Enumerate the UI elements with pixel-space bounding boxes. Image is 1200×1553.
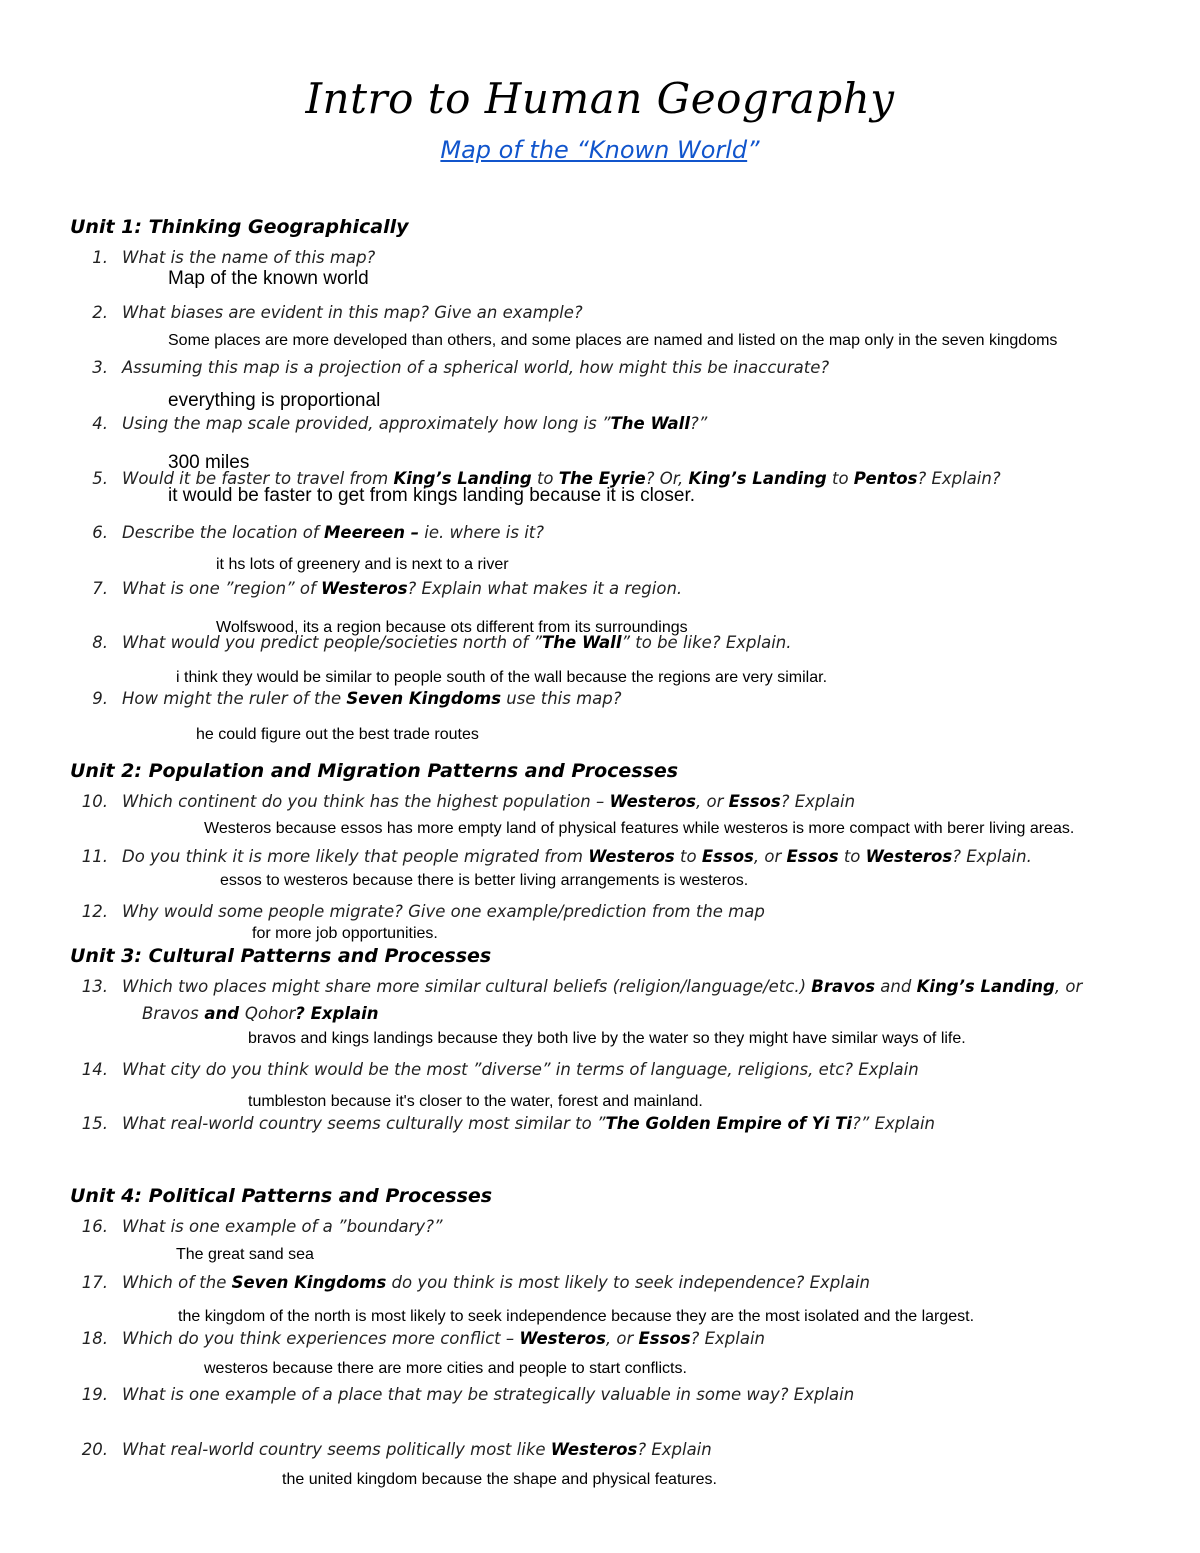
- document-title: Intro to Human Geography: [305, 74, 895, 123]
- place-name: Essos: [638, 1329, 691, 1348]
- question-item: [70, 414, 707, 433]
- question-text: What real-world country seems politically most like: [122, 1440, 551, 1459]
- question-item: [70, 1440, 712, 1459]
- question-text: Do you think it is more likely that people migrated from: [122, 847, 589, 866]
- place-name: The Wall: [610, 414, 690, 433]
- answer-text: The great sand sea: [176, 1246, 314, 1263]
- question-text: ? Explain what makes it a region.: [407, 579, 683, 598]
- question-text: Which continent do you think has the highest population –: [122, 792, 610, 811]
- question-text: Would it be faster to travel from: [122, 469, 394, 488]
- question-item: [70, 1114, 935, 1133]
- question-number: 6.: [92, 523, 108, 542]
- question-text: ? Explain.: [952, 847, 1032, 866]
- question-number: 19.: [81, 1385, 108, 1404]
- question-text: to: [826, 469, 854, 488]
- answer-text: everything is proportional: [168, 390, 381, 411]
- question-text: , or: [753, 847, 787, 866]
- place-name: Westeros: [550, 1440, 638, 1459]
- answer-text: for more job opportunities.: [252, 925, 438, 942]
- question-item: [70, 1273, 870, 1292]
- question-number: 5.: [92, 469, 108, 488]
- unit-heading: Unit 2: Population and Migration Patterns and Processes: [70, 760, 679, 782]
- question-text: ? Explain: [690, 1329, 765, 1348]
- place-name: King’s Landing: [393, 469, 532, 488]
- question-text: What real-world country seems culturally most similar to ”: [122, 1114, 606, 1133]
- answer-text: i think they would be similar to people south of the wall because the regions are very similar.: [176, 669, 828, 686]
- answer-text: essos to westeros because there is better living arrangements is westeros.: [220, 872, 749, 889]
- question-item: [70, 1329, 765, 1348]
- question-item: [70, 977, 1082, 996]
- question-text: ? Explain?: [917, 469, 1001, 488]
- place-name: King’s Landing: [916, 977, 1055, 996]
- question-number: 12.: [81, 902, 108, 921]
- question-number: 20.: [81, 1440, 108, 1459]
- question-text: What biases are evident in this map? Give an example?: [122, 303, 583, 322]
- question-item: [70, 1217, 443, 1236]
- question-text: use this map?: [501, 689, 622, 708]
- question-item: [70, 1060, 919, 1079]
- place-name: The Wall: [542, 633, 622, 652]
- question-item: [70, 792, 855, 811]
- question-text: do you think is most likely to seek independence? Explain: [386, 1273, 871, 1292]
- place-name: Essos: [701, 847, 754, 866]
- question-text: ?”: [689, 414, 708, 433]
- question-number: 17.: [81, 1273, 108, 1292]
- place-name: Seven Kingdoms: [231, 1273, 387, 1292]
- answer-text: Westeros because essos has more empty land of physical features while westeros is more compact with berer living areas.: [204, 820, 1075, 837]
- place-name: The Golden Empire of Yi Ti: [605, 1114, 853, 1133]
- place-name: Westeros: [588, 847, 675, 866]
- question-number: 4.: [92, 414, 108, 433]
- answer-text: Some places are more developed than others, and some places are named and listed on the map only in the seven kingdoms: [168, 332, 1058, 349]
- place-name: Essos: [728, 792, 781, 811]
- question-text: What city do you think would be the most ”diverse” in terms of language, religions, etc? Explain: [122, 1060, 919, 1079]
- question-item: [70, 633, 791, 652]
- subtitle-closing-quote: ”: [747, 136, 760, 164]
- question-number: 18.: [81, 1329, 108, 1348]
- question-number: 15.: [81, 1114, 108, 1133]
- question-item: [70, 1385, 854, 1404]
- question-text: ” to be like? Explain.: [621, 633, 792, 652]
- question-text: Which two places might share more similar cultural beliefs (religion/language/etc.): [122, 977, 812, 996]
- question-item-continued: [142, 1004, 379, 1023]
- place-name: Essos: [786, 847, 839, 866]
- place-name: King’s Landing: [688, 469, 827, 488]
- question-text: ?” Explain: [852, 1114, 935, 1133]
- question-text: What is one example of a place that may be strategically valuable in some way? Explain: [122, 1385, 855, 1404]
- place-name: ? Explain: [295, 1004, 379, 1023]
- question-text: How might the ruler of the: [122, 689, 347, 708]
- unit-heading: Unit 1: Thinking Geographically: [70, 216, 409, 238]
- question-number: 14.: [81, 1060, 108, 1079]
- question-text: and: [875, 977, 917, 996]
- question-text: Why would some people migrate? Give one example/prediction from the map: [122, 902, 765, 921]
- answer-text: Map of the known world: [168, 268, 369, 289]
- question-text: to: [674, 847, 702, 866]
- question-text: , or: [605, 1329, 639, 1348]
- question-item: [70, 248, 375, 267]
- question-text: Using the map scale provided, approximately how long is ”: [122, 414, 611, 433]
- question-number: 10.: [81, 792, 108, 811]
- place-name: Pentos: [853, 469, 918, 488]
- answer-text: 300 miles: [168, 452, 250, 473]
- question-item: [70, 579, 682, 598]
- question-number: 8.: [92, 633, 108, 652]
- question-number: 1.: [92, 248, 108, 267]
- question-text: , or: [1054, 977, 1083, 996]
- question-number: 7.: [92, 579, 108, 598]
- question-text: , or: [695, 792, 729, 811]
- question-item: [70, 303, 583, 322]
- question-item: [70, 358, 829, 377]
- known-world-map-link[interactable]: Map of the “Known World: [440, 136, 748, 164]
- question-number: 13.: [81, 977, 108, 996]
- place-name: The Eyrie: [558, 469, 646, 488]
- question-text: to: [838, 847, 866, 866]
- question-text: Which of the: [122, 1273, 232, 1292]
- answer-text: the united kingdom because the shape and physical features.: [282, 1471, 717, 1488]
- place-name: Westeros: [609, 792, 696, 811]
- question-text: Qohor: [244, 1004, 296, 1023]
- question-text: ie. where is it?: [419, 523, 545, 542]
- question-text: Which do you think experiences more conflict –: [122, 1329, 520, 1348]
- question-number: 3.: [92, 358, 108, 377]
- unit-heading: Unit 3: Cultural Patterns and Processes: [70, 945, 492, 967]
- question-text: Assuming this map is a projection of a spherical world, how might this be inaccurate?: [122, 358, 830, 377]
- place-name: and: [198, 1004, 245, 1023]
- question-item: [70, 523, 544, 542]
- question-item: [70, 847, 1032, 866]
- question-text: What would you predict people/societies north of ”: [122, 633, 543, 652]
- place-name: Westeros: [519, 1329, 606, 1348]
- question-text: Describe the location of: [122, 523, 324, 542]
- question-number: 11.: [81, 847, 108, 866]
- answer-text: the kingdom of the north is most likely to seek independence because they are the most isolated and the largest.: [178, 1308, 975, 1325]
- answer-text: Wolfswood, its a region because ots different from its surroundings: [216, 619, 688, 636]
- place-name: Seven Kingdoms: [346, 689, 502, 708]
- question-number: 9.: [92, 689, 108, 708]
- place-name: Bravos: [811, 977, 876, 996]
- question-text: ? Explain: [780, 792, 856, 811]
- question-text: What is one example of a ”boundary?”: [122, 1217, 443, 1236]
- answer-text: he could figure out the best trade routes: [196, 726, 479, 743]
- question-text: What is one ”region” of: [122, 579, 322, 598]
- unit-heading: Unit 4: Political Patterns and Processes: [70, 1185, 493, 1207]
- document-subtitle: [0, 136, 1200, 164]
- question-number: 16.: [81, 1217, 108, 1236]
- place-name: Meereen –: [323, 523, 420, 542]
- question-text: Bravos: [142, 1004, 199, 1023]
- answer-text: westeros because there are more cities and people to start conflicts.: [204, 1360, 687, 1377]
- place-name: Westeros: [865, 847, 953, 866]
- question-item: [70, 902, 765, 921]
- question-text: to: [531, 469, 559, 488]
- question-text: ? Or,: [645, 469, 689, 488]
- question-text: ? Explain: [637, 1440, 712, 1459]
- question-number: 2.: [92, 303, 108, 322]
- answer-text: it would be faster to get from kings landing because it is closer.: [168, 485, 695, 506]
- answer-text: it hs lots of greenery and is next to a river: [216, 556, 509, 573]
- place-name: Westeros: [321, 579, 408, 598]
- answer-text: bravos and kings landings because they both live by the water so they might have similar ways of life.: [248, 1030, 966, 1047]
- answer-text: tumbleston because it's closer to the water, forest and mainland.: [248, 1093, 703, 1110]
- question-item: [70, 689, 622, 708]
- question-text: What is the name of this map?: [122, 248, 376, 267]
